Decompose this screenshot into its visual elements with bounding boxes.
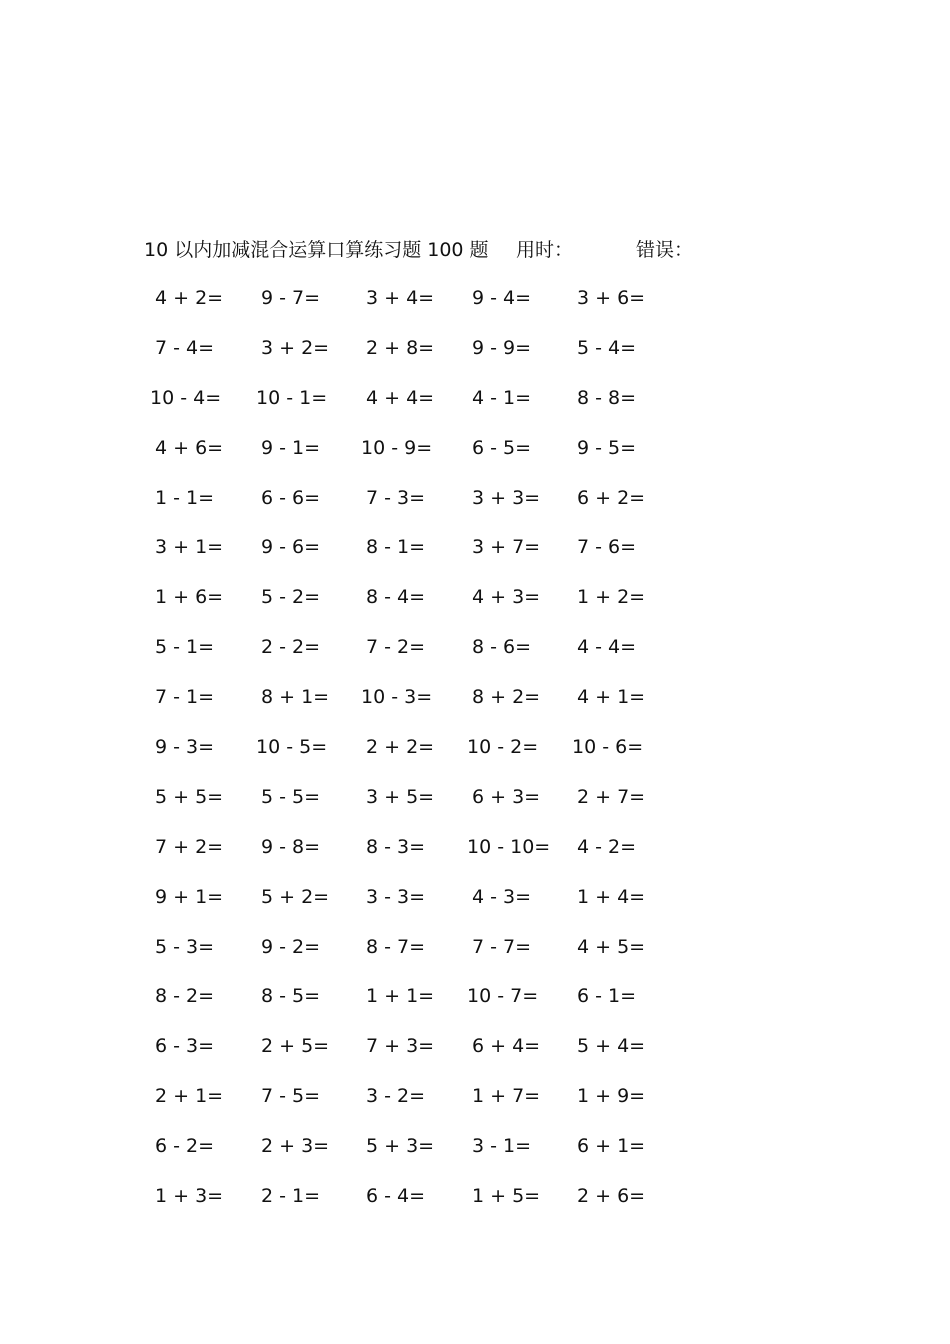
problem-item: 5 - 5= [261,785,321,808]
problem-item: 1 + 7= [472,1085,541,1108]
problem-item: 8 - 3= [366,835,426,858]
problem-item: 5 - 2= [261,586,321,609]
problem-item: 3 - 1= [472,1135,532,1158]
problem-item: 4 + 5= [577,935,646,958]
problem-item: 6 + 2= [577,486,646,509]
problem-item: 7 - 5= [261,1085,321,1108]
problem-row [0,932,950,982]
problem-item: 4 + 1= [577,686,646,709]
page-title: 10 以内加减混合运算口算练习题 100 题 [144,239,489,261]
problem-item: 8 - 4= [366,586,426,609]
problem-item: 10 - 10= [467,835,551,858]
problem-row [0,682,950,732]
problem-item: 3 + 6= [577,287,646,309]
problem-item: 3 + 5= [366,785,435,808]
problem-item: 1 - 1= [155,486,215,509]
problem-item: 10 - 9= [361,436,433,459]
problem-item: 6 - 1= [577,985,637,1008]
problem-item: 5 + 4= [577,1035,646,1058]
problem-item: 4 - 3= [472,885,532,908]
problem-item: 2 + 7= [577,785,646,808]
problem-row [0,1031,950,1081]
problem-item: 7 - 1= [155,686,215,709]
problem-item: 4 - 2= [577,835,637,858]
error-label: 错误： [636,239,694,261]
problem-row [0,632,950,682]
problem-item: 3 + 4= [366,287,435,309]
problem-item: 8 - 6= [472,636,532,659]
problem-item: 1 + 3= [155,1185,224,1208]
problem-item: 3 + 1= [155,536,224,559]
problem-item: 3 - 3= [366,885,426,908]
problem-item: 6 + 4= [472,1035,541,1058]
problem-item: 1 + 4= [577,885,646,908]
problem-item: 9 - 5= [577,436,637,459]
problem-item: 4 - 1= [472,386,532,409]
problem-row [0,283,950,333]
problem-row [0,483,950,533]
problem-item: 3 + 3= [472,486,541,509]
problem-row [0,1131,950,1181]
problem-item: 8 + 1= [261,686,330,709]
problem-row [0,1081,950,1131]
header [144,236,764,264]
problem-item: 4 + 4= [366,386,435,409]
problem-item: 8 - 7= [366,935,426,958]
problem-item: 1 + 2= [577,586,646,609]
problem-item: 4 + 2= [155,287,224,309]
problem-item: 10 - 7= [467,985,539,1008]
problem-item: 5 - 4= [577,336,637,359]
problem-item: 7 - 7= [472,935,532,958]
problem-item: 9 - 4= [472,287,532,309]
problem-item: 4 + 6= [155,436,224,459]
problem-item: 8 - 5= [261,985,321,1008]
problem-row [0,383,950,433]
problem-row [0,732,950,782]
problem-item: 5 - 3= [155,935,215,958]
problem-row [0,782,950,832]
problem-item: 2 + 6= [577,1185,646,1208]
problem-item: 9 - 2= [261,935,321,958]
problem-item: 3 - 2= [366,1085,426,1108]
problem-item: 6 - 4= [366,1185,426,1208]
problem-item: 2 + 3= [261,1135,330,1158]
problem-item: 6 + 1= [577,1135,646,1158]
problem-item: 9 - 6= [261,536,321,559]
problem-row [0,532,950,582]
problem-item: 1 + 1= [366,985,435,1008]
problem-item: 9 - 9= [472,336,532,359]
problem-item: 9 - 1= [261,436,321,459]
problem-item: 7 + 3= [366,1035,435,1058]
problem-item: 10 - 4= [150,386,222,409]
problem-item: 5 + 5= [155,785,224,808]
problem-item: 9 - 8= [261,835,321,858]
problem-item: 2 - 1= [261,1185,321,1208]
problem-item: 2 + 2= [366,736,435,759]
problem-item: 5 + 2= [261,885,330,908]
problem-item: 8 - 8= [577,386,637,409]
problem-item: 1 + 5= [472,1185,541,1208]
problem-item: 5 + 3= [366,1135,435,1158]
time-label: 用时： [516,239,574,261]
problem-item: 2 + 5= [261,1035,330,1058]
problem-row [0,832,950,882]
problem-item: 7 - 4= [155,336,215,359]
problem-item: 6 - 5= [472,436,532,459]
problem-item: 10 - 3= [361,686,433,709]
problem-item: 2 - 2= [261,636,321,659]
problem-item: 1 + 6= [155,586,224,609]
problem-row [0,333,950,383]
problem-item: 10 - 1= [256,386,328,409]
problem-row [0,1181,950,1231]
problem-item: 4 + 3= [472,586,541,609]
problem-item: 5 - 1= [155,636,215,659]
problem-item: 10 - 6= [572,736,644,759]
problem-grid [0,283,950,1231]
problem-item: 6 + 3= [472,785,541,808]
problem-item: 7 - 2= [366,636,426,659]
problem-item: 7 + 2= [155,835,224,858]
problem-item: 9 - 7= [261,287,321,309]
problem-item: 1 + 9= [577,1085,646,1108]
problem-item: 7 - 3= [366,486,426,509]
problem-item: 8 - 1= [366,536,426,559]
problem-item: 2 + 1= [155,1085,224,1108]
problem-item: 10 - 5= [256,736,328,759]
problem-item: 10 - 2= [467,736,539,759]
problem-item: 9 - 3= [155,736,215,759]
problem-item: 6 - 2= [155,1135,215,1158]
problem-row [0,433,950,483]
problem-item: 6 - 6= [261,486,321,509]
problem-item: 3 + 2= [261,336,330,359]
problem-item: 8 - 2= [155,985,215,1008]
problem-item: 2 + 8= [366,336,435,359]
problem-row [0,981,950,1031]
problem-item: 7 - 6= [577,536,637,559]
problem-item: 6 - 3= [155,1035,215,1058]
problem-item: 3 + 7= [472,536,541,559]
problem-item: 9 + 1= [155,885,224,908]
problem-item: 8 + 2= [472,686,541,709]
problem-row [0,882,950,932]
problem-row [0,582,950,632]
problem-item: 4 - 4= [577,636,637,659]
